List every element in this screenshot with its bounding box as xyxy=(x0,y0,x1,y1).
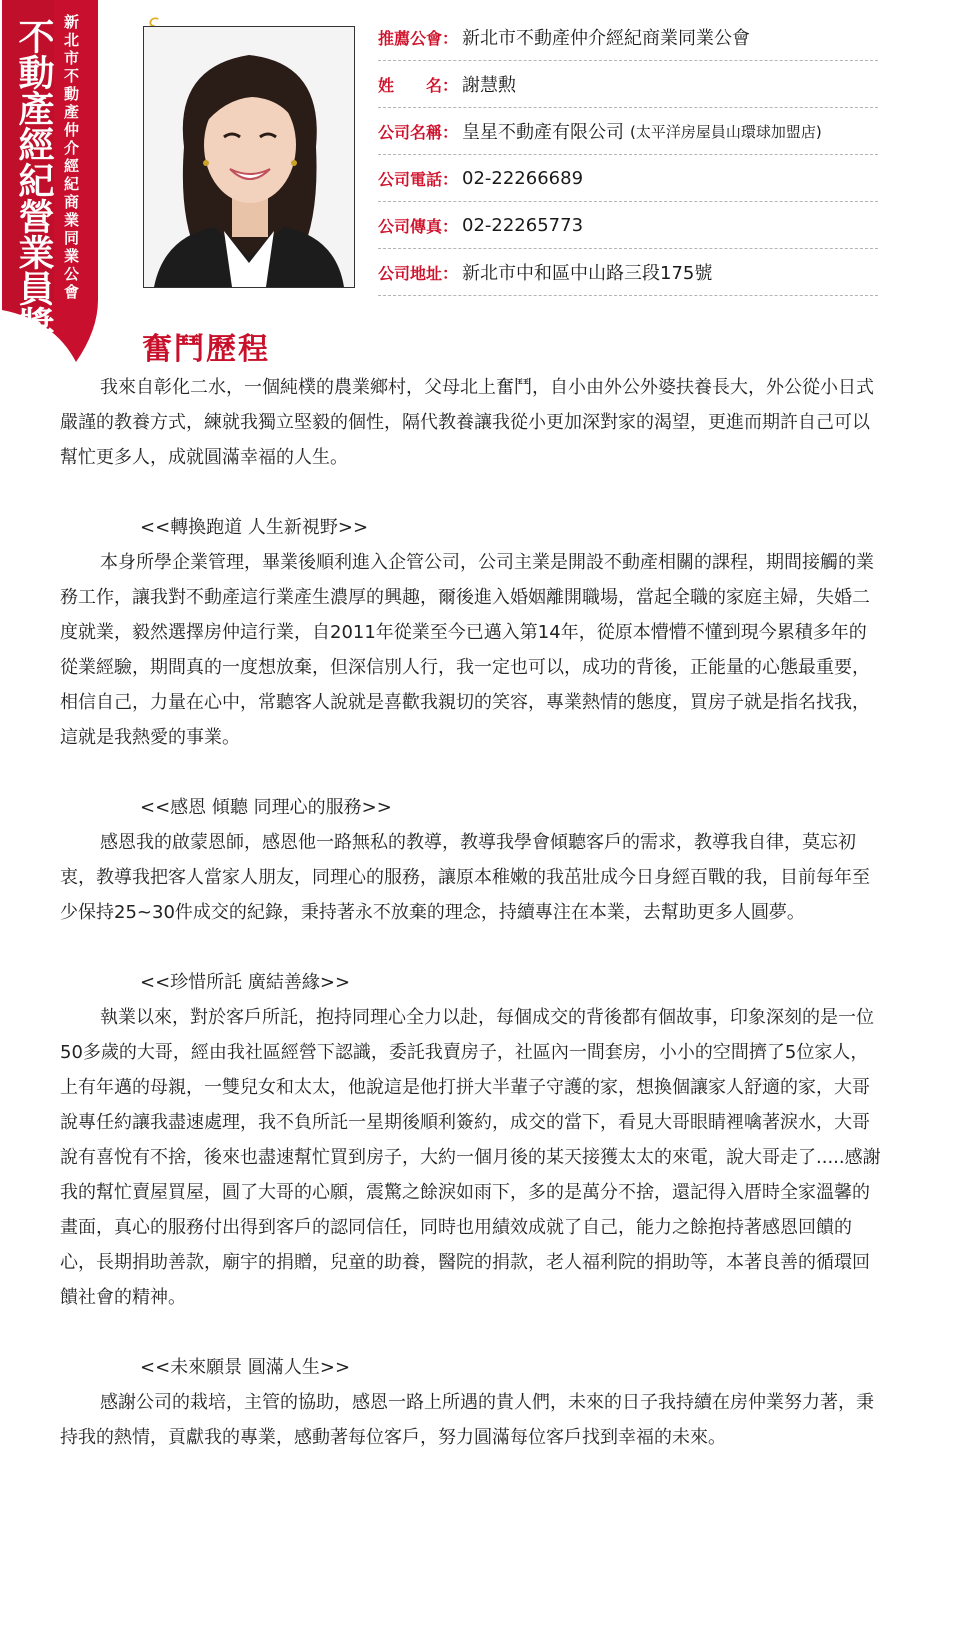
info-row-name xyxy=(378,61,878,108)
info-label: 公司地址： xyxy=(378,263,459,283)
info-row-association xyxy=(378,14,878,61)
association-name: 新北市不動產仲介經紀商業同業公會 xyxy=(62,14,80,302)
award-title: 不動產經紀營業員獎 xyxy=(13,18,54,342)
story-heading: 奮鬥歷程 xyxy=(142,332,270,367)
info-value: 02-22265773 xyxy=(462,214,584,236)
award-banner xyxy=(2,0,98,362)
info-row-fax xyxy=(378,202,878,249)
section-title: <<轉換跑道 人生新視野>> xyxy=(140,517,369,538)
story-intro: 我來自彰化二水，一個純樸的農業鄉村，父母北上奮鬥，自小由外公外婆扶養長大，外公從小日式嚴謹的教養方式，練就我獨立堅毅的個性，隔代教養讓我從小更加深對家的渴望，更進而期許自己可以幫忙更多人，成就圓滿幸福的人生。 xyxy=(60,377,874,468)
info-row-company xyxy=(378,108,878,155)
info-value: 02-22266689 xyxy=(462,167,584,189)
section-title: <<感恩 傾聽 同理心的服務>> xyxy=(140,797,392,818)
section-title: <<未來願景 圓滿人生>> xyxy=(140,1357,351,1378)
section-title: <<珍惜所託 廣結善緣>> xyxy=(140,972,351,993)
section-text: 感謝公司的栽培，主管的協助，感恩一路上所遇的貴人們，未來的日子我持續在房仲業努力著，秉持我的熱情，貢獻我的專業，感動著每位客戶，努力圓滿每位客戶找到幸福的未來。 xyxy=(60,1392,874,1448)
section-text: 本身所學企業管理，畢業後順利進入企管公司，公司主業是開設不動產相關的課程，期間接觸的業務工作，讓我對不動產這行業產生濃厚的興趣，爾後進入婚姻離開職場，當起全職的家庭主婦，失婚二度就業，毅然選擇房仲這行業，自2011年從業至今已邁入第14年，從原本懵懵不懂到現今累積多年的從業經驗，期間真的一度想放棄，但深信別人行，我一定也可以，成功的背後，正能量的心態最重要，相信自己，力量在心中，常聽客人說就是喜歡我親切的笑容，專業熱情的態度，買房子就是指名找我，這就是我熱愛的事業。 xyxy=(60,552,874,748)
info-label: 公司電話： xyxy=(378,169,459,189)
info-value: 謝慧勲 xyxy=(462,75,516,96)
info-label: 推薦公會： xyxy=(378,28,459,48)
profile-info xyxy=(378,14,878,296)
info-value: 新北市中和區中山路三段175號 xyxy=(462,263,713,284)
info-value: 皇星不動產有限公司 xyxy=(462,122,624,143)
info-label: 公司傳真： xyxy=(378,216,459,236)
portrait-illustration xyxy=(144,27,354,287)
info-note: (太平洋房屋員山環球加盟店) xyxy=(630,122,822,141)
info-row-address xyxy=(378,249,878,296)
info-value: 新北市不動產仲介經紀商業同業公會 xyxy=(462,28,750,49)
story-body xyxy=(60,370,882,1455)
info-label: 公司名稱： xyxy=(378,122,459,142)
info-row-phone xyxy=(378,155,878,202)
section-text: 執業以來，對於客戶所託，抱持同理心全力以赴，每個成交的背後都有個故事，印象深刻的是一位50多歲的大哥，經由我社區經營下認識，委託我賣房子，社區內一間套房，小小的空間擠了5位家人，上有年邁的母親，一雙兒女和太太，他說這是他打拼大半輩子守護的家，想換個讓家人舒適的家，大哥說專任約讓我盡速處理，我不負所託一星期後順利簽約，成交的當下，看見大哥眼睛裡噙著淚水，大哥說有喜悅有不捨，後來也盡速幫忙買到房子，大約一個月後的某天接獲太太的來電，說大哥走了.....感謝我的幫忙賣屋買屋，圓了大哥的心願，震驚之餘淚如雨下，多的是萬分不捨，還記得入厝時全家溫馨的畫面，真心的服務付出得到客戶的認同信任，同時也用績效成就了自己，能力之餘抱持著感恩回饋的心，長期捐助善款，廟宇的捐贈，兒童的助養，醫院的捐款，老人福利院的捐助等，本著良善的循環回饋社會的精神。 xyxy=(60,1007,881,1308)
profile-photo xyxy=(143,26,355,288)
info-label: 姓 名： xyxy=(378,75,459,95)
section-text: 感恩我的啟蒙恩師，感恩他一路無私的教導，教導我學會傾聽客戶的需求，教導我自律，莫忘初衷，教導我把客人當家人朋友，同理心的服務，讓原本稚嫩的我茁壯成今日身經百戰的我，目前每年至少保持25~30件成交的紀錄，秉持著永不放棄的理念，持續專注在本業，去幫助更多人圓夢。 xyxy=(60,832,870,923)
